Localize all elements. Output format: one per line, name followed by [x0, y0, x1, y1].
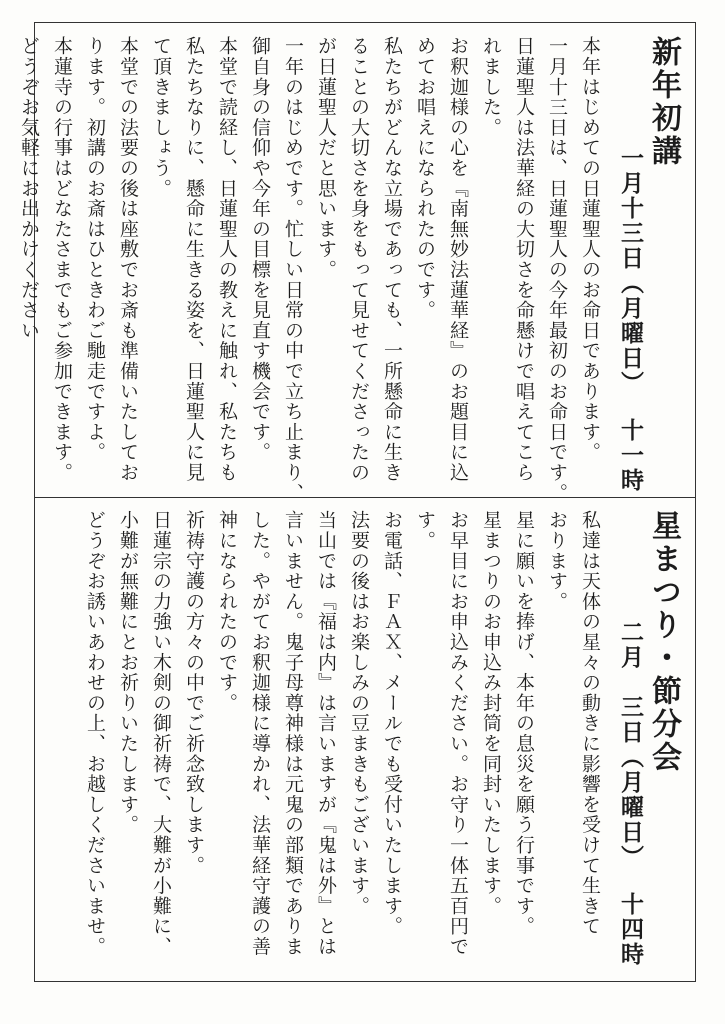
body-line: 本堂で読経し、日蓮聖人の教えに触れ、私たちも: [216, 36, 238, 483]
body-line: す。: [414, 510, 436, 551]
body-line: お電話、ＦＡＸ、メールでも受付いたします。: [381, 510, 403, 937]
body-line: 御自身の信仰や今年の目標を見直す機会です。: [249, 36, 271, 463]
body-line: 当山では『福は内』は言いますが『鬼は外』とは: [315, 510, 337, 957]
body-line: 日蓮聖人は法華経の大切さを命懸けで唱えてこら: [513, 36, 535, 483]
body-line: 法要の後はお楽しみの豆まきもございます。: [348, 510, 370, 916]
body-line: 私達は天体の星々の動きに影響を受けて生きて: [579, 510, 601, 937]
section-new-year: [18, 36, 681, 503]
body-line: お釈迦様の心を『南無妙法蓮華経』のお題目に込: [447, 36, 469, 483]
body-line: て頂きましょう。: [150, 36, 172, 199]
body-line: どうぞお気軽にお出かけください: [18, 36, 40, 341]
body-line: 本堂での法要の後は座敷でお斎も準備いたしてお: [117, 36, 139, 483]
section-divider: [34, 497, 696, 498]
event-date-time: [619, 146, 642, 493]
body-line: ります。初講のお斎はひときわご馳走ですよ。: [84, 36, 106, 463]
section-title: 新年初講: [646, 36, 681, 168]
event-date-time: [619, 620, 642, 967]
body-line: 本蓮寺の行事はどなたさまでもご参加できます。: [51, 36, 73, 483]
body-line: 小難が無難にとお祈りいたします。: [117, 510, 139, 835]
body-line: 神になられたのです。: [216, 510, 238, 713]
body-line: 一月十三日は、日蓮聖人の今年最初のお命日です。: [546, 36, 568, 503]
body-line: 私たちがどんな立場であっても、一所懸命に生き: [381, 36, 403, 483]
body-line: ることの大切さを身をもって見せてくださったの: [348, 36, 370, 483]
body-line: 日蓮宗の力強い木剣の御祈祷で、大難が小難に、: [150, 510, 172, 957]
body-line: めてお唱えになられたのです。: [414, 36, 436, 321]
body-line: 私たちなりに、懸命に生きる姿を、日蓮聖人に見: [183, 36, 205, 483]
body-line: 一年のはじめです。忙しい日常の中で立ち止まり、: [282, 36, 304, 503]
event-date: 二月 三日（月曜日）: [617, 620, 644, 870]
body-line: が日蓮聖人だと思います。: [315, 36, 337, 280]
body-line: 本年はじめての日蓮聖人のお命日であります。: [579, 36, 601, 463]
body-line: お早目にお申込みください。お守り一体五百円で: [447, 510, 469, 957]
event-date: 一月十三日（月曜日）: [617, 146, 644, 396]
event-time: 十一時: [617, 418, 644, 493]
body-line: おります。: [546, 510, 568, 612]
body-line: した。やがてお釈迦様に導かれ、法華経守護の善: [249, 510, 271, 957]
body-line: 祈祷守護の方々の中でご祈念致します。: [183, 510, 205, 876]
body-line: 星まつりのお申込み封筒を同封いたします。: [480, 510, 502, 916]
section-title: 星まつり・節分会: [646, 510, 681, 774]
body-line: どうぞお誘いあわせの上、お越しくださいませ。: [84, 510, 106, 957]
event-time: 十四時: [617, 892, 644, 967]
body-line: 星に願いを捧げ、本年の息災を願う行事です。: [513, 510, 535, 937]
body-line: 言いません。鬼子母尊神様は元鬼の部類でありま: [282, 510, 304, 957]
body-line: れました。: [480, 36, 502, 138]
section-star-festival: [56, 510, 681, 972]
